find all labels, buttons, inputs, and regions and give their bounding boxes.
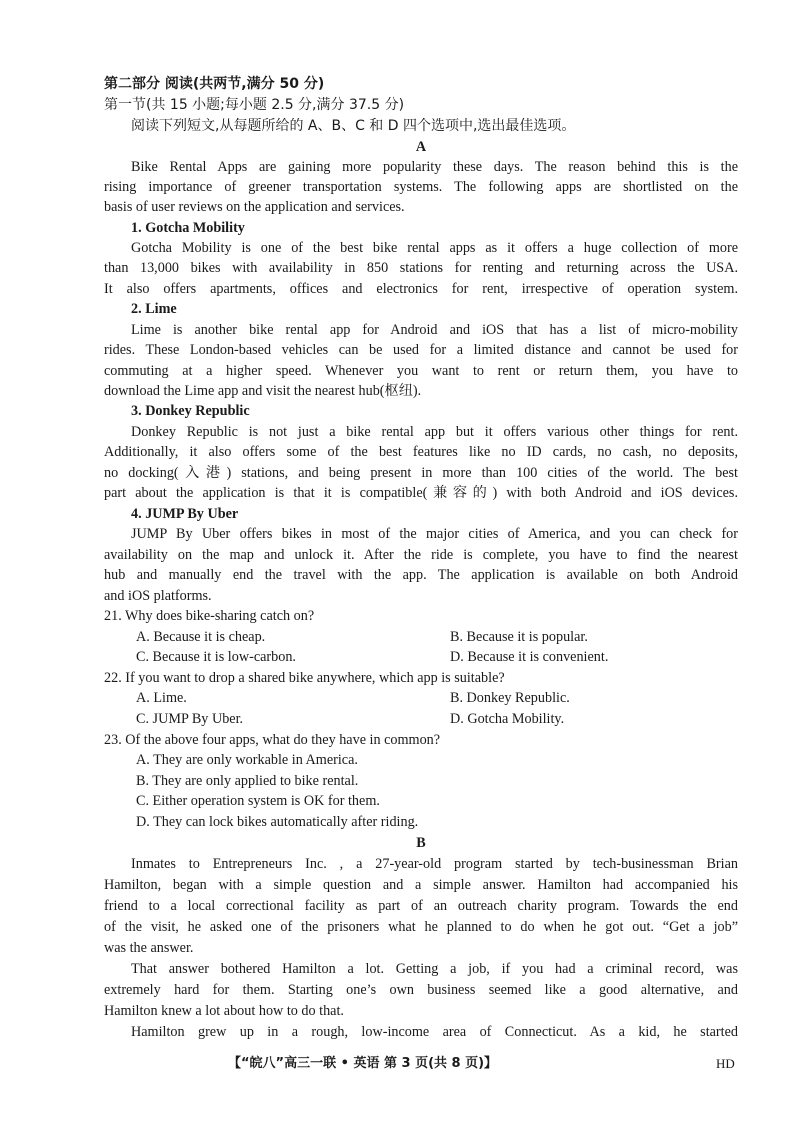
section-title: 第二部分 阅读(共两节,满分 50 分) xyxy=(104,76,325,92)
paragraph-line: availability on the map and unlock it. After the ride is complete, you have to find the nearest xyxy=(104,547,738,563)
paragraph-line: JUMP By Uber offers bikes in most of the major cities of America, and you can check for xyxy=(131,526,738,542)
paragraph-line: Hamilton, began with a simple question and a simple answer. Hamilton had accompanied his xyxy=(104,877,738,893)
option-c: C. Either operation system is OK for them. xyxy=(136,793,380,809)
instruction: 阅读下列短文,从每题所给的 A、B、C 和 D 四个选项中,选出最佳选项。 xyxy=(131,118,576,134)
option-d: D. Gotcha Mobility. xyxy=(450,711,565,727)
paragraph-line: hub and manually end the travel with the app. The application is available on both Android xyxy=(104,567,738,583)
option-b: B. They are only applied to bike rental. xyxy=(136,773,359,789)
option-d: D. Because it is convenient. xyxy=(450,649,609,665)
paragraph-line: than 13,000 bikes with availability in 850 stations for renting and returning across the USA. xyxy=(104,260,738,276)
passage-a-label: A xyxy=(415,139,427,155)
section-subtitle: 第一节(共 15 小题;每小题 2.5 分,满分 37.5 分) xyxy=(104,97,405,113)
paragraph-line: extremely hard for them. Starting one’s own business seemed like a good alternative, and xyxy=(104,982,738,998)
option-c: C. Because it is low-carbon. xyxy=(136,649,296,665)
paragraph-line: Hamilton knew a lot about how to do that. xyxy=(104,1003,344,1019)
paragraph-line: rising importance of greener transportation systems. The following apps are shortlisted on the xyxy=(104,179,738,195)
app-heading: 4. JUMP By Uber xyxy=(131,506,239,522)
paragraph-line: and iOS platforms. xyxy=(104,588,212,604)
paragraph-line: Inmates to Entrepreneurs Inc. , a 27-year-old program started by tech-businessman Brian xyxy=(131,856,738,872)
paragraph-line: download the Lime app and visit the nearest hub(枢纽). xyxy=(104,383,422,399)
paragraph-line: commuting at a higher speed. Whenever you want to rent or return them, you have to xyxy=(104,363,738,379)
paragraph-line: Hamilton grew up in a rough, low-income area of Connecticut. As a kid, he started xyxy=(131,1024,738,1040)
page-footer: 【“皖八”高三一联 • 英语 第 3 页(共 8 页)】 xyxy=(228,1056,498,1071)
paragraph-line: It also offers apartments, offices and electronics for rent, irrespective of operation system. xyxy=(104,281,738,297)
paragraph-line: That answer bothered Hamilton a lot. Getting a job, if you had a criminal record, was xyxy=(131,961,738,977)
question-stem: 22. If you want to drop a shared bike anywhere, which app is suitable? xyxy=(104,670,505,686)
app-heading: 3. Donkey Republic xyxy=(131,403,250,419)
paragraph-line: Lime is another bike rental app for Android and iOS that has a list of micro-mobility xyxy=(131,322,738,338)
option-b: B. Because it is popular. xyxy=(450,629,588,645)
passage-b-label: B xyxy=(416,835,426,851)
paragraph-line: Additionally, it also offers some of the best features like no ID cards, no cash, no deposits, xyxy=(104,444,738,460)
paragraph-line: Bike Rental Apps are gaining more popularity these days. The reason behind this is the xyxy=(131,159,738,175)
paragraph-line: basis of user reviews on the application and services. xyxy=(104,199,405,215)
option-a: A. Because it is cheap. xyxy=(136,629,266,645)
paragraph-line: Gotcha Mobility is one of the best bike rental apps as it offers a huge collection of more xyxy=(131,240,738,256)
option-d: D. They can lock bikes automatically after riding. xyxy=(136,814,419,830)
paragraph-line: of the visit, he asked one of the prisoners what he planned to do when he got out. “Get a job” xyxy=(104,919,738,935)
app-heading: 2. Lime xyxy=(131,301,177,317)
option-c: C. JUMP By Uber. xyxy=(136,711,244,727)
paragraph-line: was the answer. xyxy=(104,940,194,956)
app-heading: 1. Gotcha Mobility xyxy=(131,220,245,236)
paragraph-line: part about the application is that it is compatible(兼容的) with both Android and iOS devices. xyxy=(104,485,738,501)
paragraph-line: friend to a local correctional facility as part of an outreach charity program. Towards the end xyxy=(104,898,738,914)
footer-code: HD xyxy=(716,1056,735,1071)
question-stem: 23. Of the above four apps, what do they have in common? xyxy=(104,732,441,748)
paragraph-line: rides. These London-based vehicles can be used for a limited distance and cannot be used for xyxy=(104,342,738,358)
question-stem: 21. Why does bike-sharing catch on? xyxy=(104,608,315,624)
paragraph-line: no docking(入港) stations, and being present in more than 100 cities of the world. The best xyxy=(104,465,738,481)
option-a: A. They are only workable in America. xyxy=(136,752,358,768)
paragraph-line: Donkey Republic is not just a bike rental app but it offers various other things for rent. xyxy=(131,424,738,440)
option-a: A. Lime. xyxy=(136,690,187,706)
option-b: B. Donkey Republic. xyxy=(450,690,570,706)
